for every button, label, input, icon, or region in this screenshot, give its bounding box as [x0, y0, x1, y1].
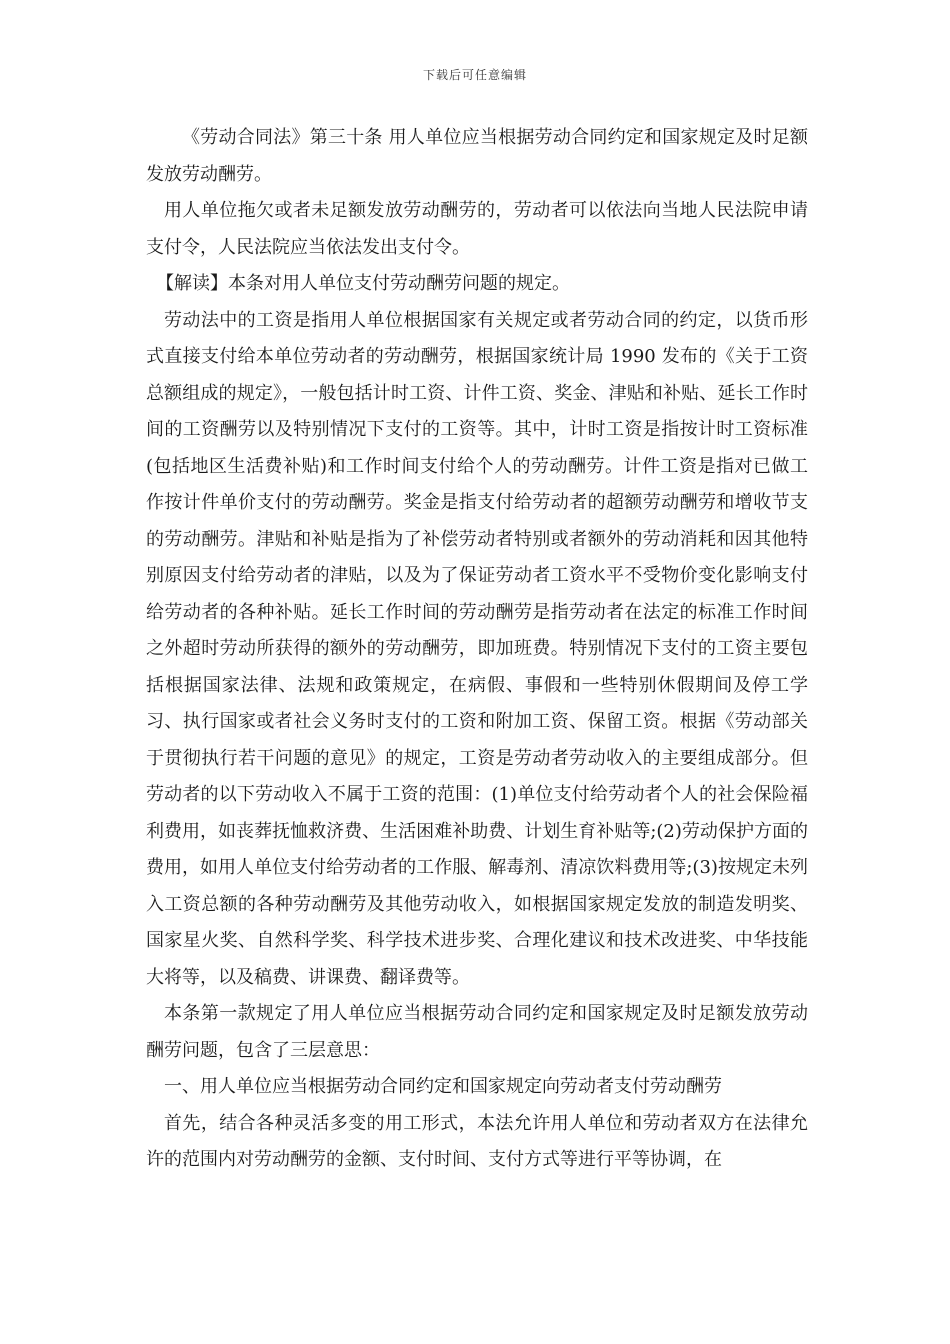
paragraph-section-one-heading: 一、用人单位应当根据劳动合同约定和国家规定向劳动者支付劳动酬劳	[164, 1076, 722, 1097]
paragraph-first-clause: 本条第一款规定了用人单位应当根据劳动合同约定和国家规定及时足额发放劳动酬劳问题，包含了三层意思：	[146, 1003, 808, 1061]
paragraph-article-30: 《劳动合同法》第三十条 用人单位应当根据劳动合同约定和国家规定及时足额发放劳动酬劳。	[146, 127, 808, 185]
paragraph-interpretation: 【解读】本条对用人单位支付劳动酬劳问题的规定。	[156, 273, 570, 294]
page-header-note: 下载后可任意编辑	[422, 68, 527, 82]
paragraph-payment-order: 用人单位拖欠或者未足额发放劳动酬劳的，劳动者可以依法向当地人民法院申请支付令，人民法院应当依法发出支付令。	[146, 200, 808, 258]
paragraph-wage-definition: 劳动法中的工资是指用人单位根据国家有关规定或者劳动合同的约定，以货币形式直接支付给本单位劳动者的劳动酬劳，根据国家统计局 1990 发布的《关于工资总额组成的规定》，一般包括计时工资、计件工资、奖金、津贴和补贴、延长工作时间的工资酬劳以及特别情况下支付的工资等。其中，计时工资是指按计时工资标准(包括地区生活费补贴)和工作时间支付给个人的劳动酬劳。计件工资是指对已做工作按计件单价支付的劳动酬劳。奖金是指支付给劳动者的超额劳动酬劳和增收节支的劳动酬劳。津贴和补贴是指为了补偿劳动者特别或者额外的劳动消耗和因其他特别原因支付给劳动者的津贴，以及为了保证劳动者工资水平不受物价变化影响支付给劳动者的各种补贴。延长工作时间的劳动酬劳是指劳动者在法定的标准工作时间之外超时劳动所获得的额外的劳动酬劳，即加班费。特别情况下支付的工资主要包括根据国家法律、法规和政策规定，在病假、事假和一些特别休假期间及停工学习、执行国家或者社会义务时支付的工资和附加工资、保留工资。根据《劳动部关于贯彻执行若干问题的意见》的规定，工资是劳动者劳动收入的主要组成部分。但劳动者的以下劳动收入不属于工资的范围：(1)单位支付给劳动者个人的社会保险福利费用，如丧葬抚恤救济费、生活困难补助费、计划生育补贴等;(2)劳动保护方面的费用，如用人单位支付给劳动者的工作服、解毒剂、清凉饮料费用等;(3)按规定未列入工资总额的各种劳动酬劳及其他劳动收入，如根据国家规定发放的制造发明奖、国家星火奖、自然科学奖、科学技术进步奖、合理化建议和技术改进奖、中华技能大将等，以及稿费、讲课费、翻译费等。	[146, 309, 808, 988]
paragraph-firstly: 首先，结合各种灵活多变的用工形式，本法允许用人单位和劳动者双方在法律允许的范围内对劳动酬劳的金额、支付时间、支付方式等进行平等协调，在	[146, 1112, 808, 1170]
document-body	[146, 120, 808, 1179]
